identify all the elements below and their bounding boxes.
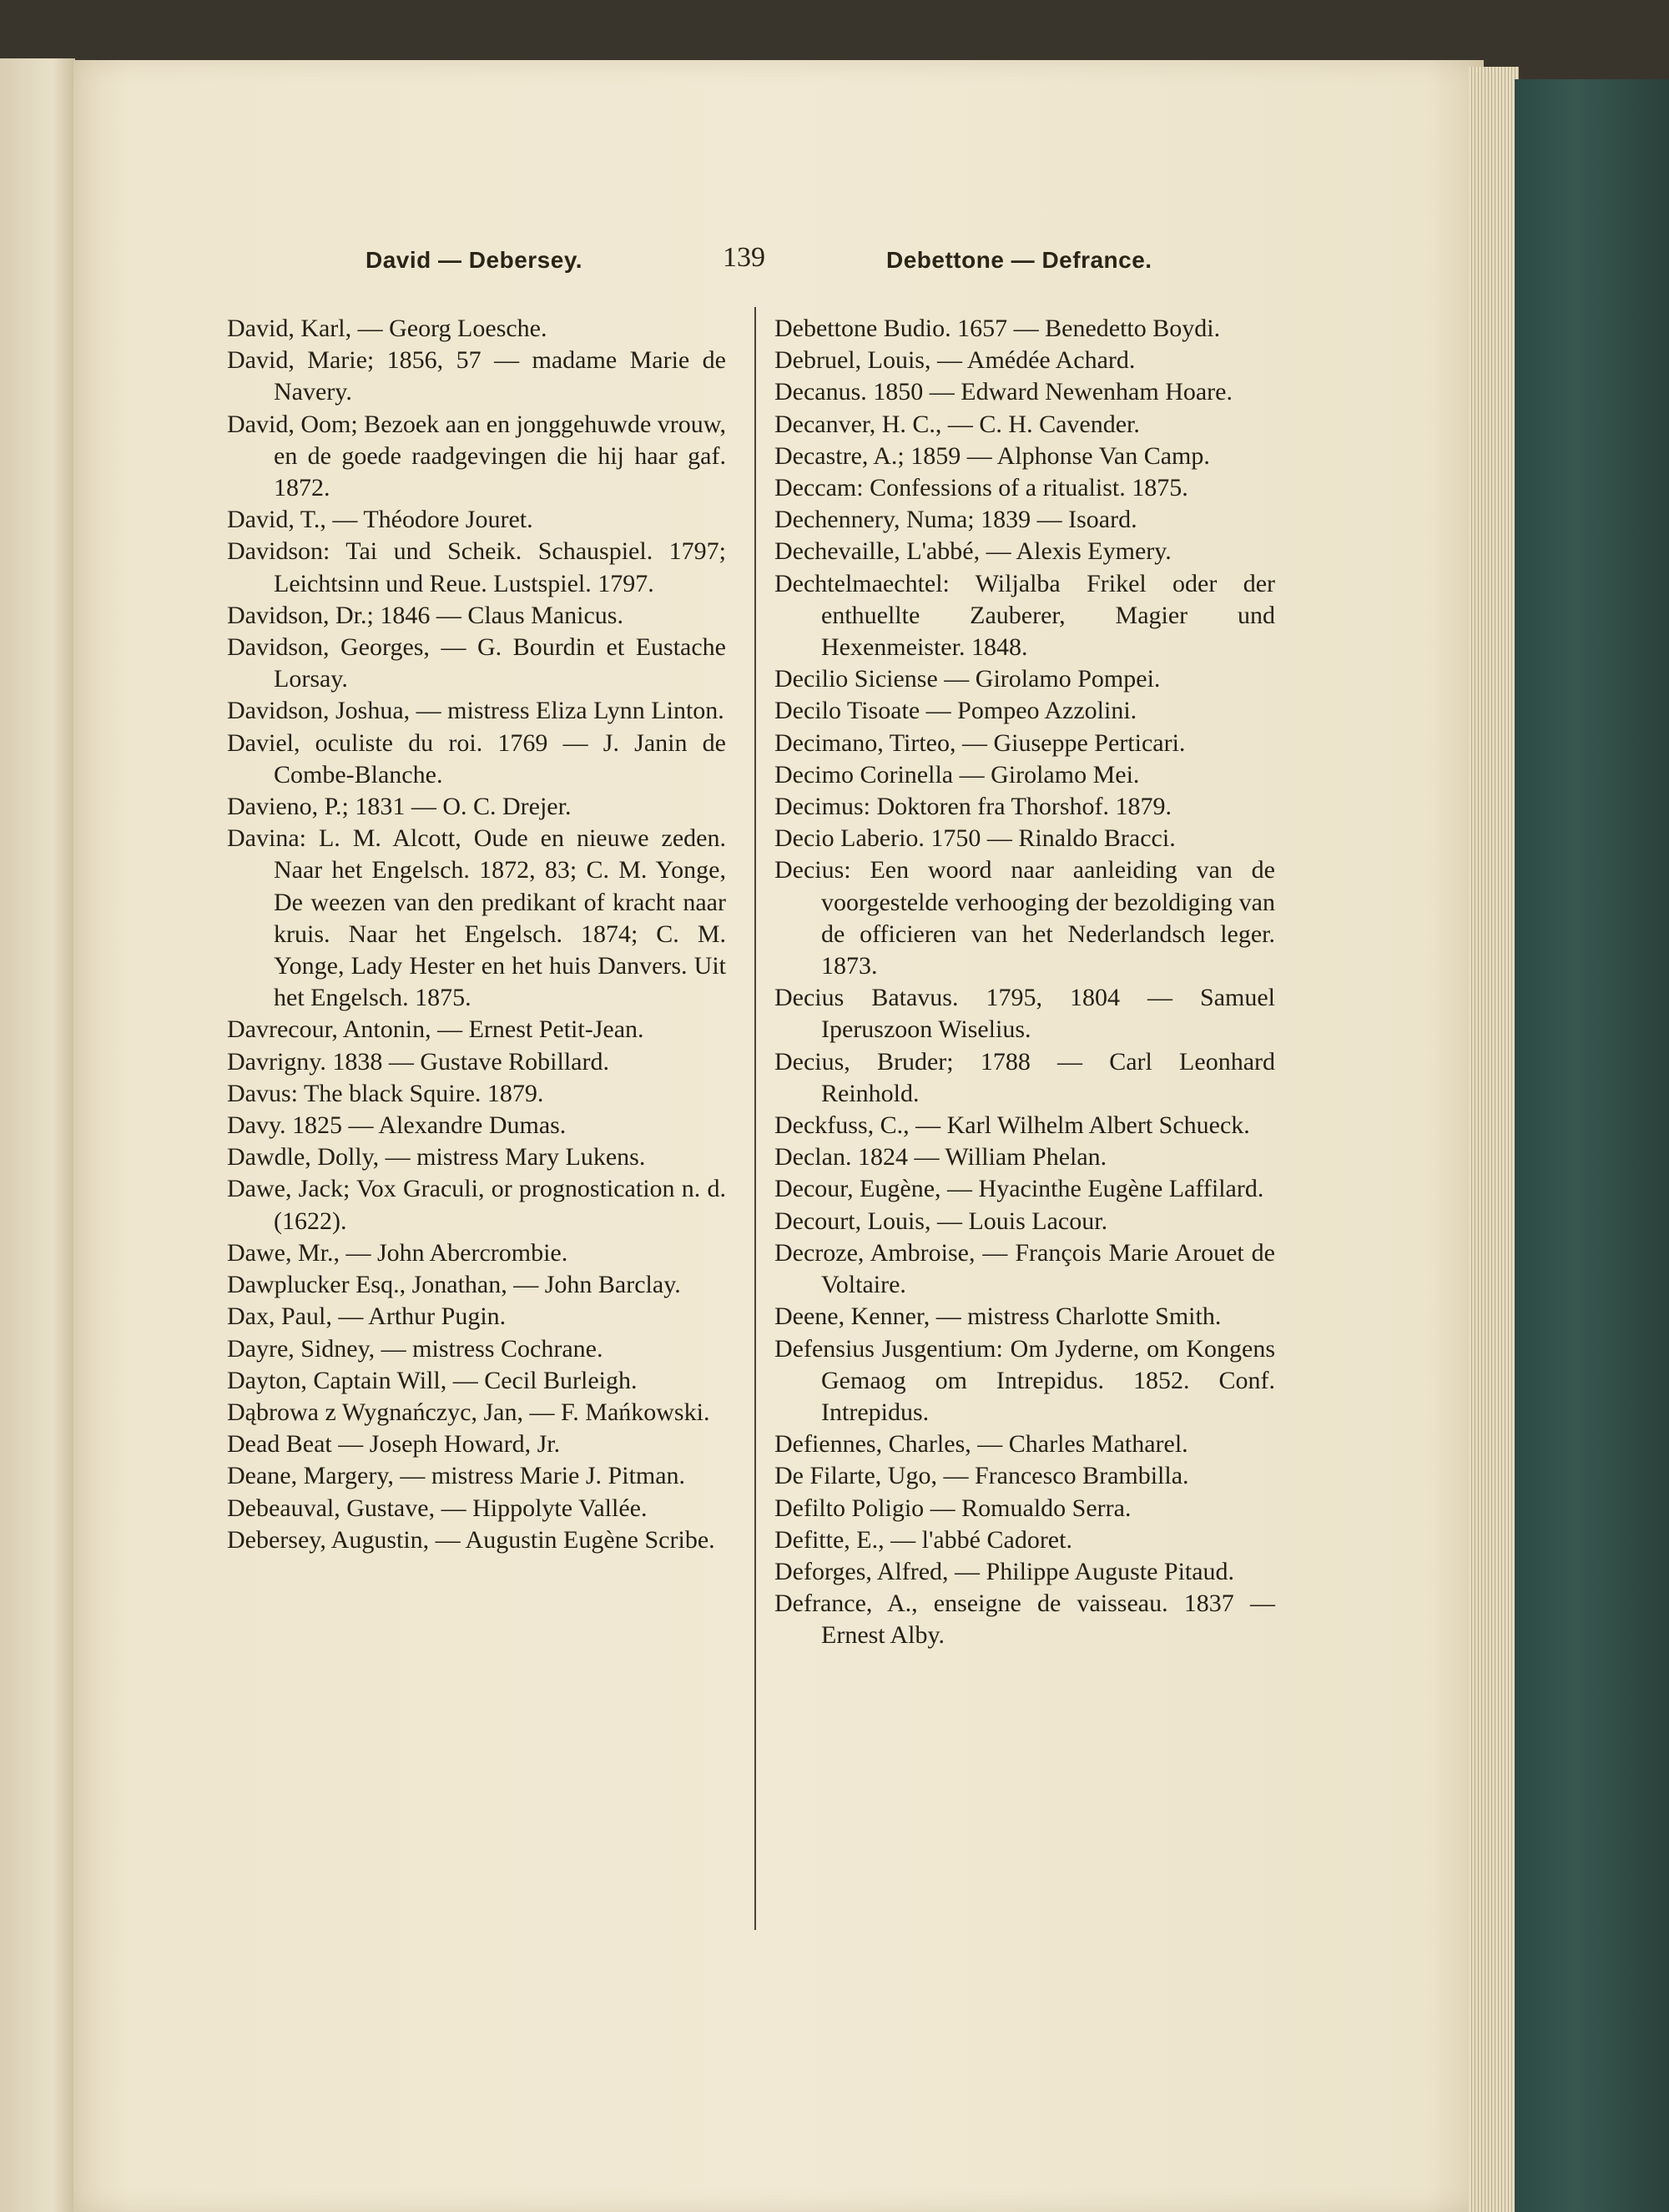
index-entry: Decius Batavus. 1795, 1804 — Samuel Iperuszoon Wiselius. <box>774 984 1275 1044</box>
index-entry: Decius, Bruder; 1788 — Carl Leonhard Reinhold. <box>774 1047 1275 1107</box>
index-entry: Dax, Paul, — Arthur Pugin. <box>227 1303 507 1331</box>
index-entry: Davrigny. 1838 — Gustave Robillard. <box>227 1047 609 1076</box>
index-entry: David, Oom; Bezoek aan en jonggehuwde vrouw, en de goede raadgevingen die hij haar gaf. 1872. <box>227 410 726 502</box>
index-entry: Deccam: Confessions of a ritualist. 1875. <box>774 474 1188 502</box>
index-entry: Debruel, Louis, — Amédée Achard. <box>774 346 1136 375</box>
index-entry: Davidson, Georges, — G. Bourdin et Eustache Lorsay. <box>227 633 726 693</box>
index-entry: Decanver, H. C., — C. H. Cavender. <box>774 410 1140 438</box>
index-entry: Dayton, Captain Will, — Cecil Burleigh. <box>227 1366 638 1394</box>
index-entry: Dąbrowa z Wygnańczyc, Jan, — F. Mańkowski. <box>227 1398 710 1426</box>
index-entry: Davidson, Dr.; 1846 — Claus Manicus. <box>227 601 623 629</box>
index-entry: Davina: L. M. Alcott, Oude en nieuwe zeden. Naar het Engelsch. 1872, 83; C. M. Yonge, De weezen van den predikant of kracht naar kruis. Naar het Engelsch. 1874; C. M. Yonge, Lady Hester en het huis Danvers. Uit het Engelsch. 1875. <box>227 824 726 1012</box>
index-entry: Decius: Een woord naar aanleiding van de voorgestelde verhooging der bezoldiging van de officieren van het Nederlandsch leger. 1873. <box>774 856 1275 980</box>
index-entry: Decourt, Louis, — Louis Lacour. <box>774 1207 1108 1235</box>
index-entry: Defiennes, Charles, — Charles Matharel. <box>774 1430 1188 1459</box>
index-entry: Dawdle, Dolly, — mistress Mary Lukens. <box>227 1143 646 1172</box>
index-entry: Davieno, P.; 1831 — O. C. Drejer. <box>227 793 572 821</box>
facing-page-edge <box>0 58 75 2212</box>
index-entry: Dawplucker Esq., Jonathan, — John Barclay. <box>227 1271 681 1299</box>
index-entry: Decimo Corinella — Girolamo Mei. <box>774 760 1140 789</box>
index-entry: Decilio Siciense — Girolamo Pompei. <box>774 665 1161 693</box>
index-entry: Defitte, E., — l'abbé Cadoret. <box>774 1525 1072 1554</box>
index-entry: Decio Laberio. 1750 — Rinaldo Bracci. <box>774 824 1176 853</box>
index-entry: Deane, Margery, — mistress Marie J. Pitman. <box>227 1462 686 1490</box>
index-entry: Decroze, Ambroise, — François Marie Arouet de Voltaire. <box>774 1238 1275 1299</box>
index-entry: Deforges, Alfred, — Philippe Auguste Pitaud. <box>774 1557 1235 1585</box>
index-entry: Defensius Jusgentium: Om Jyderne, om Kongens Gemaog om Intrepidus. 1852. Conf. Intrepidus. <box>774 1334 1275 1426</box>
index-entry: Dawe, Mr., — John Abercrombie. <box>227 1238 568 1267</box>
index-entry: Dechennery, Numa; 1839 — Isoard. <box>774 506 1137 534</box>
index-entry: Davy. 1825 — Alexandre Dumas. <box>227 1111 567 1140</box>
index-entry: Davus: The black Squire. 1879. <box>227 1079 544 1107</box>
left-column <box>227 313 726 1556</box>
index-entry: Debersey, Augustin, — Augustin Eugène Scribe. <box>227 1525 715 1554</box>
right-column <box>774 313 1275 1652</box>
index-entry: Davidson, Joshua, — mistress Eliza Lynn Linton. <box>227 697 724 725</box>
index-entry: Decimus: Doktoren fra Thorshof. 1879. <box>774 793 1172 821</box>
index-entry: Davidson: Tai und Scheik. Schauspiel. 1797; Leichtsinn und Reue. Lustspiel. 1797. <box>227 537 726 597</box>
index-entry: David, Marie; 1856, 57 — madame Marie de Navery. <box>227 346 726 406</box>
index-entry: De Filarte, Ugo, — Francesco Brambilla. <box>774 1462 1189 1490</box>
index-entry: Declan. 1824 — William Phelan. <box>774 1143 1107 1172</box>
index-entry: Defilto Poligio — Romualdo Serra. <box>774 1494 1132 1522</box>
page-edges <box>1469 67 1519 2212</box>
index-entry: Dawe, Jack; Vox Graculi, or prognostication n. d. (1622). <box>227 1175 726 1235</box>
page-number: 139 <box>723 242 765 273</box>
index-entry: Decilo Tisoate — Pompeo Azzolini. <box>774 697 1137 725</box>
index-entry: Deckfuss, C., — Karl Wilhelm Albert Schueck. <box>774 1111 1250 1140</box>
index-entry: Decastre, A.; 1859 — Alphonse Van Camp. <box>774 441 1210 470</box>
index-entry: Decanus. 1850 — Edward Newenham Hoare. <box>774 378 1233 406</box>
index-entry: Decimano, Tirteo, — Giuseppe Perticari. <box>774 728 1186 757</box>
index-entry: David, T., — Théodore Jouret. <box>227 506 533 534</box>
index-entry: Dayre, Sidney, — mistress Cochrane. <box>227 1334 603 1363</box>
index-entry: Dechevaille, L'abbé, — Alexis Eymery. <box>774 537 1172 566</box>
column-divider <box>754 307 756 1930</box>
book-cover <box>1515 79 1669 2212</box>
index-entry: Deene, Kenner, — mistress Charlotte Smith. <box>774 1303 1222 1331</box>
index-entry: Decour, Eugène, — Hyacinthe Eugène Laffilard. <box>774 1175 1264 1203</box>
index-entry: Davrecour, Antonin, — Ernest Petit-Jean. <box>227 1015 644 1044</box>
index-entry: Dead Beat — Joseph Howard, Jr. <box>227 1430 561 1459</box>
index-entry: Debettone Budio. 1657 — Benedetto Boydi. <box>774 315 1221 342</box>
index-entry: Debeauval, Gustave, — Hippolyte Vallée. <box>227 1494 648 1522</box>
index-entry: David, Karl, — Georg Loesche. <box>227 315 547 342</box>
index-entry: Dechtelmaechtel: Wiljalba Frikel oder der enthuellte Zauberer, Magier und Hexenmeister. 1848. <box>774 569 1275 662</box>
index-entry: Defrance, A., enseigne de vaisseau. 1837 — Ernest Alby. <box>774 1590 1275 1650</box>
running-head-right: Debettone — Defrance. <box>886 247 1152 273</box>
index-entry: Daviel, oculiste du roi. 1769 — J. Janin de Combe-Blanche. <box>227 728 726 789</box>
running-head-left: David — Debersey. <box>366 247 583 273</box>
